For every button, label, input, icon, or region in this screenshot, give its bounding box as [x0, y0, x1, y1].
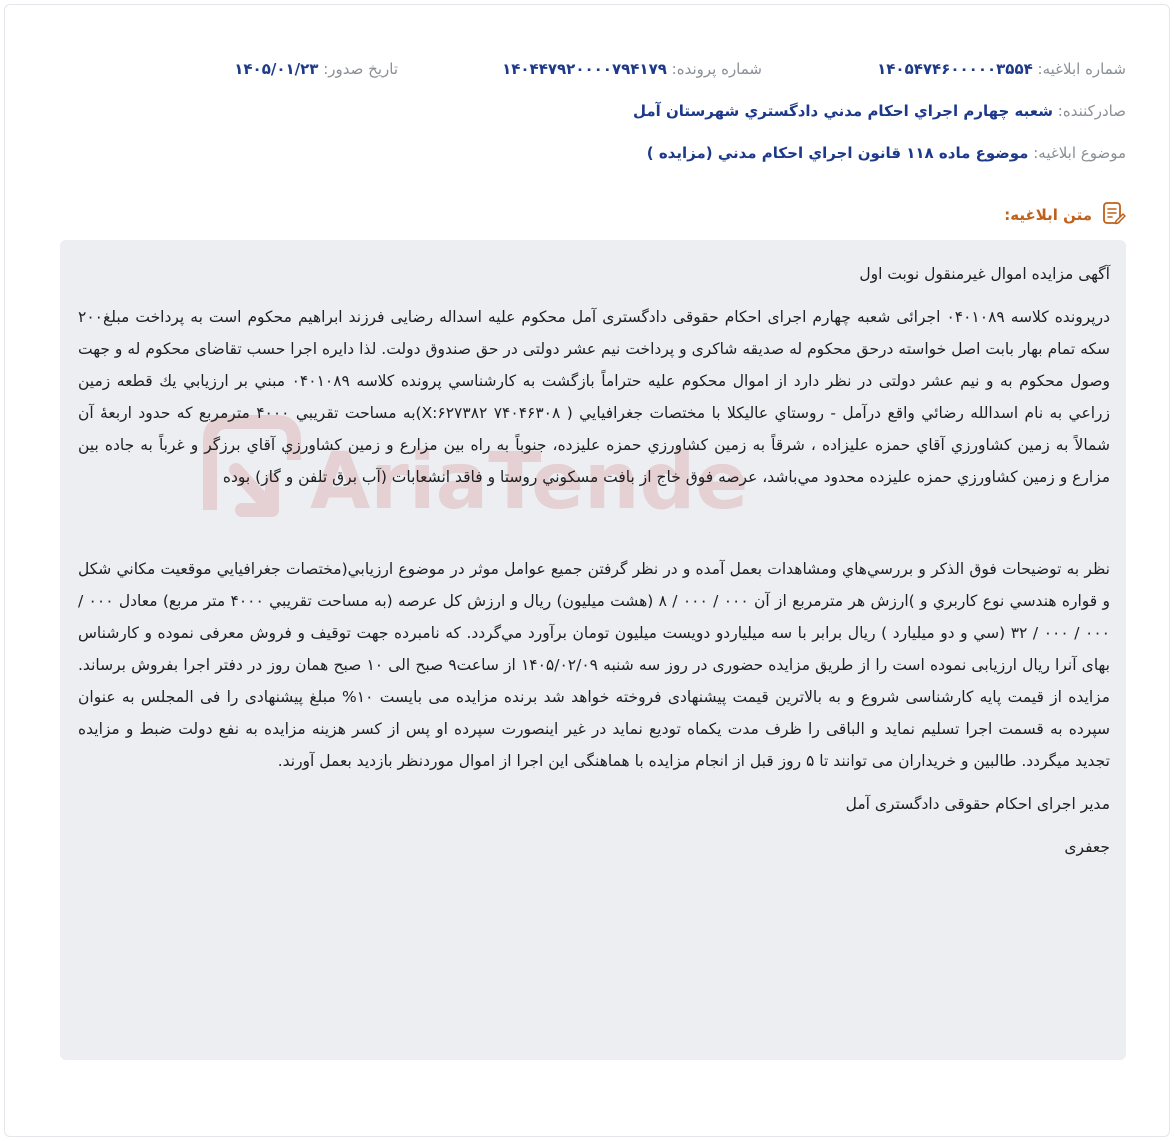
issuer	[633, 96, 1126, 126]
case-number-value: ۱۴۰۴۴۷۹۲۰۰۰۰۷۹۴۱۷۹	[502, 60, 667, 78]
notice-number	[877, 54, 1126, 84]
issuer-value: شعبه چهارم اجراي احكام مدني دادگستري شهرستان آمل	[632, 102, 1053, 120]
meta-row-subject	[0, 138, 1174, 168]
section-title	[1004, 200, 1126, 230]
issue-date-value: ۱۴۰۵/۰۱/۲۳	[234, 60, 319, 78]
subject-label: موضوع ابلاغیه:	[1033, 144, 1126, 162]
subject-value: موضوع ماده ۱۱۸ قانون اجراي احكام مدني (مزايده )	[646, 144, 1029, 162]
meta-row-issuer	[0, 96, 1174, 126]
section-title-label: متن ابلاغیه:	[1004, 206, 1092, 224]
notice-number-label: شماره ابلاغیه:	[1037, 60, 1126, 78]
signature-title: مدیر اجرای احکام حقوقی دادگستری آمل	[845, 795, 1110, 813]
issue-date-label: تاریخ صدور:	[323, 60, 398, 78]
case-number	[502, 54, 762, 84]
notice-paragraph-2: نظر به توضيحات فوق الذكر و بررسي‌هاي ومشاهدات بعمل آمده و در نظر گرفتن جميع عوامل موثر در موضوع ارزيابي(مختصات جغرافيايي موقعيت مكاني شكل و قواره هندسي نوع كاربري و )ارزش هر مترمربع از آن ۰۰۰ / ۰۰۰ / ۸ (هشت ميليون) ريال و ارزش كل عرصه (به مساحت تقريبي ۴۰۰۰ متر مربع) معادل ۰۰۰ / ۰۰۰ / ۰۰۰ / ۳۲ (سي و دو ميليارد ) ريال برابر با سه ميلياردو دويست ميليون تومان برآورد مي‌گردد. كه نامبرده جهت توقیف و فروش معرفی نموده و کارشناس بهای آنرا ریال ارزیابی نموده است را از طریق مزایده حضوری در روز سه شنبه ۱۴۰۵/۰۲/۰۹ از ساعت۹ صبح الی ۱۰ صبح همان روز در دفتر اجرا بفروش برساند. مزایده از قیمت پایه کارشناسی شروع و به بالاترین قیمت پیشنهادی فروخته خواهد شد برنده مزایده می بایست ۱۰% مبلغ پیشنهادی را فی المجلس به عنوان سپرده به قسمت اجرا تسلیم نماید و الباقی را ظرف مدت یکماه تودیع نماید در غیر اینصورت سپرده او پس از کسر هزینه مزایده به نفع دولت ضبط و مزایده تجدید میگردد. طالبین و خریداران می توانند تا ۵ روز قبل از انجام مزایده با هماهنگی این اجرا از اموال موردنظر بازدید بعمل آورند.	[78, 560, 1111, 770]
meta-row-numbers	[0, 54, 1174, 84]
issuer-label: صادرکننده:	[1057, 102, 1126, 120]
signature-name: جعفری	[1064, 838, 1110, 856]
notice-number-value: ۱۴۰۵۴۷۴۶۰۰۰۰۰۳۵۵۴	[877, 60, 1033, 78]
notice-heading: آگهی مزایده اموال غیرمنقول نوبت اول	[859, 265, 1110, 283]
notice-body	[78, 258, 1110, 863]
case-number-label: شماره پرونده:	[671, 60, 762, 78]
document-icon	[1100, 200, 1126, 230]
subject	[647, 138, 1126, 168]
issue-date	[234, 54, 398, 84]
notice-paragraph-1: درپرونده کلاسه ۰۴۰۱۰۸۹ اجرائی شعبه چهارم اجرای احکام حقوقی دادگستری آمل محکوم علیه اسداله رضایی فرزند ابراهیم محکوم است به پرداخت مبلغ۲۰۰ سکه تمام بهار بابت اصل خواسته درحق محکوم له صدیقه شاکری و پرداخت نیم عشر دولتی در حق صندوق دولت. لذا دایره اجرا حسب تقاضای محکوم له و جهت وصول محکوم به و نیم عشر دولتی در نظر دارد از اموال محکوم علیه حتراماً بازگشت به كارشناسي پرونده كلاسه ۰۴۰۱۰۸۹ مبني بر ارزيابي يك قطعه زمين زراعي به نام اسدالله رضائي واقع درآمل - روستاي عاليكلا با مختصات جغرافيايي ( X:۶۲۷۳۸۲ ۷۴۰۴۶۳۰۸)به مساحت تقريبي ۴۰۰۰ مترمربع كه حدود اربعهٔ آن شمالاً به زمين كشاورزي آقاي حمزه عليزاده ، شرقاً به زمين كشاورزي حمزه عليزده، جنوباً به راه بين مزارع و زمين كشاورزي آقاي برزگر و غرباً به جاده بين مزارع و زمين كشاورزي حمزه عليزده محدود مي‌باشد، عرصه فوق خاج از بافت مسكوني روستا و فاقد انشعابات (آب برق تلفن و گاز) بوده	[78, 308, 1111, 486]
